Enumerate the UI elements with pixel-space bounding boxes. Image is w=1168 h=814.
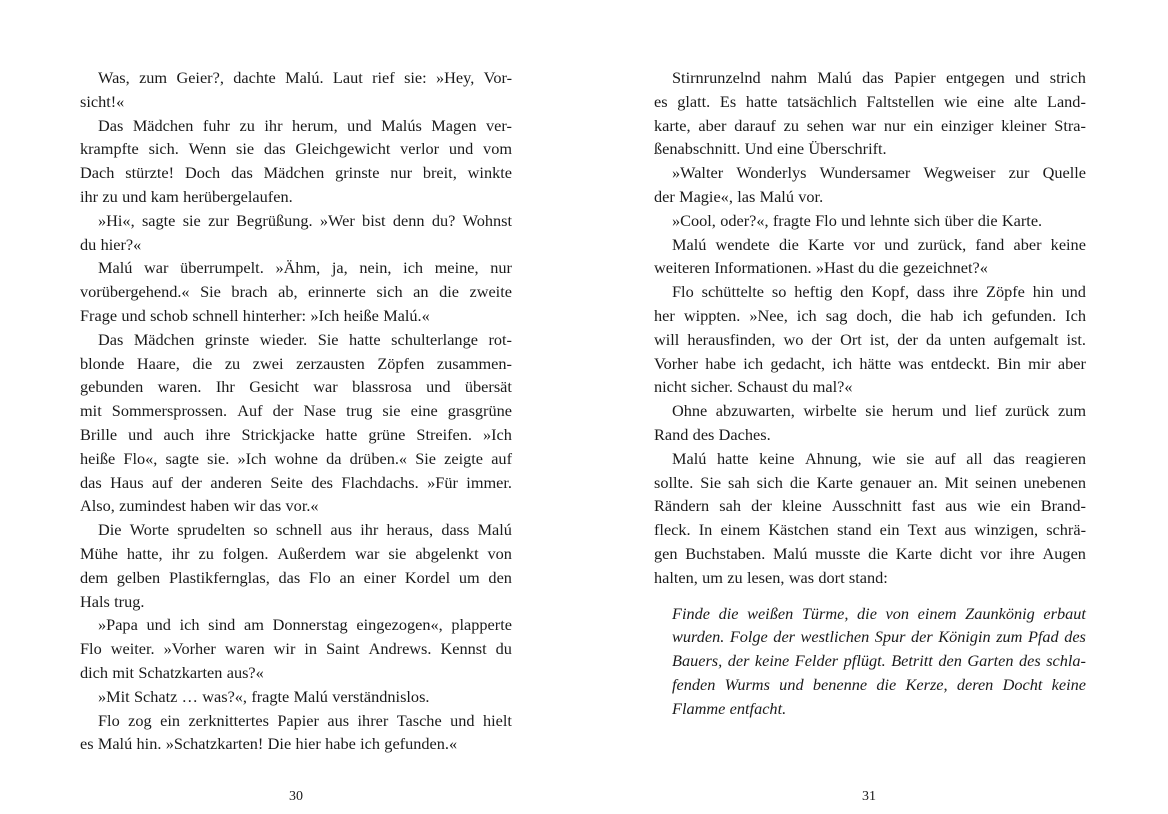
text-line: vorübergehend.« Sie brach ab, erinnerte sich an die zweite [80, 282, 512, 302]
text-line: Bauers, der keine Felder pflügt. Betritt den Garten des schla- [672, 651, 1086, 671]
text-line: Rändern sah der kleine Ausschnitt fast aus wie ein Brand- [654, 496, 1086, 516]
text-line: Brille und auch ihre Strickjacke hatte grüne Streifen. »Ich [80, 424, 512, 444]
text-line: gen Buchstaben. Malú musste die Karte dicht vor ihre Augen [654, 543, 1086, 563]
text-line: mit Sommersprossen. Auf der Nase trug sie eine grasgrüne [80, 401, 512, 421]
text-line: Hals trug. [80, 591, 145, 611]
text-line: Vorher habe ich gedacht, ich hätte was entdeckt. Bin mir aber [654, 353, 1086, 373]
text-line: Dach stürzte! Doch das Mädchen grinste nur breit, winkte [80, 163, 512, 183]
text-line: gebunden waren. Ihr Gesicht war blassrosa und übersät [80, 377, 512, 397]
page-number-left: 30 [289, 789, 303, 804]
text-line: das Haus auf der anderen Seite des Flachdachs. »Für immer. [80, 472, 512, 492]
text-line: fleck. In einem Kästchen stand ein Text aus winzigen, schrä- [654, 520, 1086, 540]
text-line: sollte. Sie sah sich die Karte genauer an. Mit seinen unebenen [654, 472, 1086, 492]
text-line: Ohne abzuwarten, wirbelte sie herum und lief zurück zum [672, 401, 1086, 421]
text-line: du hier?« [80, 234, 142, 254]
text-line: her wippten. »Nee, ich sag doch, die hab ich gefunden. Ich [654, 305, 1086, 325]
text-line: Flo zog ein zerknittertes Papier aus ihrer Tasche und hielt [98, 710, 512, 730]
text-line: Die Worte sprudelten so schnell aus ihr heraus, dass Malú [98, 520, 512, 540]
text-line: dem gelben Plastikfernglas, das Flo an einer Kordel um den [80, 567, 512, 587]
text-line: weiteren Informationen. »Hast du die gezeichnet?« [654, 258, 988, 278]
text-line: Frage und schob schnell hinterher: »Ich heiße Malú.« [80, 305, 430, 325]
text-line: »Hi«, sagte sie zur Begrüßung. »Wer bist denn du? Wohnst [98, 210, 512, 230]
right-page-body [654, 66, 1086, 590]
left-page-body [80, 66, 512, 756]
text-line: nicht sicher. Schaust du mal?« [654, 377, 853, 397]
text-line: Stirnrunzelnd nahm Malú das Papier entgegen und strich [672, 68, 1086, 87]
text-line: Rand des Daches. [654, 424, 771, 444]
text-line: »Cool, oder?«, fragte Flo und lehnte sich über die Karte. [672, 210, 1043, 230]
text-line: der Magie«, las Malú vor. [654, 186, 824, 206]
text-line: Mühe hatte, ihr zu folgen. Außerdem war sie abgelenkt von [80, 543, 512, 563]
text-line: fenden Wurms und benenne die Kerze, deren Docht keine [672, 674, 1086, 694]
text-line: halten, um zu lesen, was dort stand: [654, 567, 888, 587]
map-inscription-quote [654, 602, 1086, 721]
text-line: »Papa und ich sind am Donnerstag eingezogen«, plapperte [98, 615, 512, 635]
text-line: Was, zum Geier?, dachte Malú. Laut rief sie: »Hey, Vor- [98, 68, 512, 87]
text-line: Malú wendete die Karte vor und zurück, fand aber keine [672, 234, 1086, 254]
text-line: karte, aber darauf zu sehen war nur ein einziger kleiner Stra- [654, 115, 1086, 135]
text-line: heiße Flo«, sagte sie. »Ich wohne da drüben.« Sie zeigte auf [80, 448, 512, 468]
right-page [654, 66, 1086, 721]
text-line: es glatt. Es hatte tatsächlich Faltstellen wie eine alte Land- [654, 91, 1086, 111]
page-number-right: 31 [862, 789, 876, 804]
text-line: Malú hatte keine Ahnung, wie sie auf all das reagieren [672, 448, 1086, 468]
text-line: Malú war überrumpelt. »Ähm, ja, nein, ich meine, nur [98, 258, 512, 278]
text-line: Flo schüttelte so heftig den Kopf, dass ihre Zöpfe hin und [672, 282, 1086, 302]
text-line: wurden. Folge der westlichen Spur der Königin zum Pfad des [672, 627, 1086, 647]
text-line: ßenabschnitt. Und eine Überschrift. [654, 139, 887, 159]
text-line: Also, zumindest haben wir das vor.« [80, 496, 319, 516]
text-line: blonde Haare, die zu zwei zerzausten Zöpfen zusammen- [80, 353, 512, 373]
text-line: »Walter Wonderlys Wundersamer Wegweiser zur Quelle [672, 163, 1086, 183]
text-line: »Mit Schatz … was?«, fragte Malú verständnislos. [98, 686, 430, 706]
text-line: dich mit Schatzkarten aus?« [80, 662, 264, 682]
text-line: Flo weiter. »Vorher waren wir in Saint Andrews. Kennst du [80, 639, 512, 659]
text-line: es Malú hin. »Schatzkarten! Die hier habe ich gefunden.« [80, 734, 458, 754]
text-line: krampfte sich. Wenn sie das Gleichgewicht verlor und vom [80, 139, 512, 159]
text-line: Finde die weißen Türme, die von einem Zaunkönig erbaut [672, 603, 1086, 623]
text-line: will herausfinden, wo der Ort ist, der da unten aufgemalt ist. [654, 329, 1086, 349]
text-line: Flamme entfacht. [672, 698, 787, 718]
text-line: Das Mädchen grinste wieder. Sie hatte schulterlange rot- [98, 329, 512, 349]
text-line: ihr zu und kam herübergelaufen. [80, 186, 293, 206]
text-line: Das Mädchen fuhr zu ihr herum, und Malús Magen ver- [98, 115, 512, 135]
left-page [80, 66, 512, 756]
text-line: sicht!« [80, 91, 125, 111]
